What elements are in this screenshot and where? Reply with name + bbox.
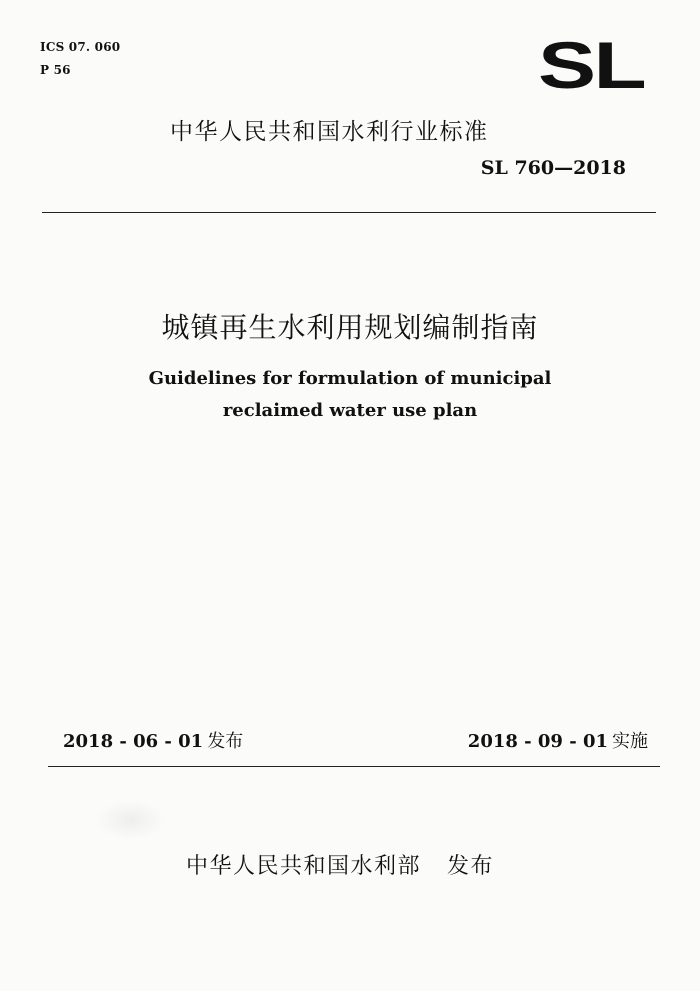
issue-label: 发布 xyxy=(207,731,244,752)
publish-label: 发布 xyxy=(447,854,495,879)
standard-category: 中华人民共和国水利行业标准 xyxy=(170,119,489,145)
ics-code: ICS 07. 060 xyxy=(40,40,121,54)
sl-logo xyxy=(536,36,646,94)
implementation-date: 2018 - 09 - 01 xyxy=(467,731,608,752)
title-chinese: 城镇再生水利用规划编制指南 xyxy=(161,311,539,344)
implementation-date-line xyxy=(468,727,648,753)
top-divider xyxy=(42,212,656,213)
paper-smudge xyxy=(96,800,166,840)
implementation-label: 实施 xyxy=(612,731,648,752)
publisher-line xyxy=(186,849,494,880)
publisher-name: 中华人民共和国水利部 xyxy=(186,854,422,879)
bottom-divider xyxy=(48,766,660,767)
standard-number: SL 760—2018 xyxy=(480,157,626,179)
title-english-line-1: Guidelines for formulation of municipal xyxy=(148,368,552,389)
issue-date-line xyxy=(63,727,243,753)
sl-logo-text: SL xyxy=(538,36,645,94)
issue-date: 2018 - 06 - 01 xyxy=(63,731,204,752)
title-english-line-2: reclaimed water use plan xyxy=(222,400,478,421)
classification-code: P 56 xyxy=(40,63,71,77)
